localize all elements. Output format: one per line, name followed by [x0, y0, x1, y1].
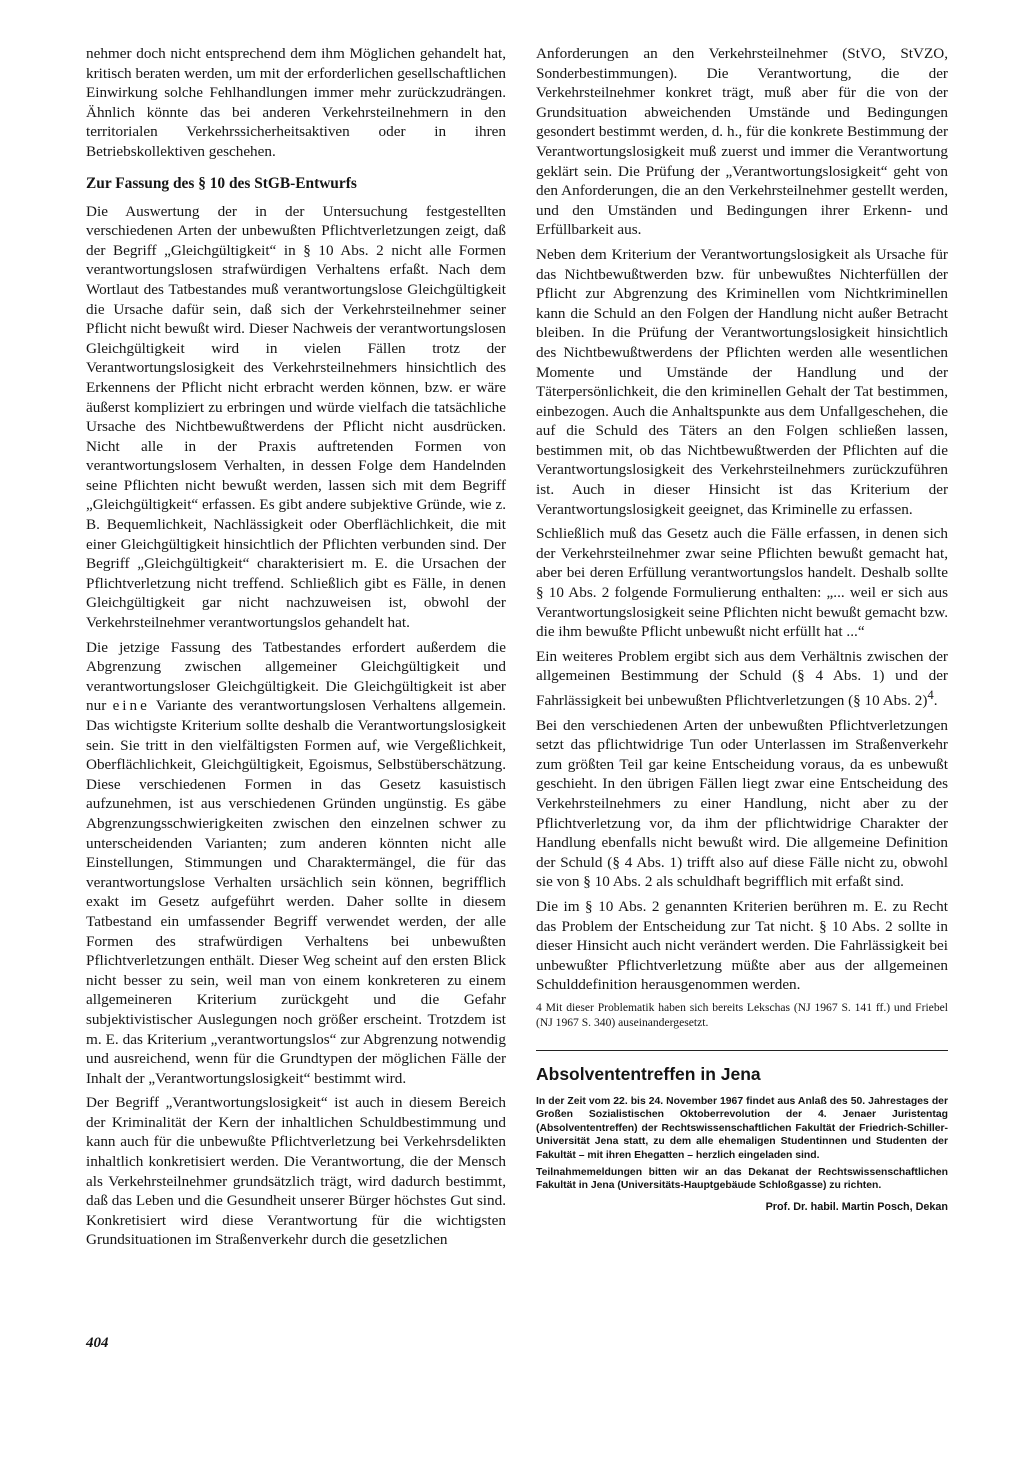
announcement-paragraph: In der Zeit vom 22. bis 24. November 1967 findet aus Anlaß des 50. Jahrestages der Großen Sozialistischen Oktoberrevolution der 4. Jenaer Juristentag (Absolvententreffen) der Rechtswissenschaftlichen Fakultät der Friedrich-Schiller-Universität Jena statt, zu dem alle ehemaligen Studentinnen und Studenten der Fakultät – mit ihren Ehegatten – herzlich eingeladen sind. — [536, 1095, 948, 1161]
announcement-box — [536, 1065, 948, 1214]
announcement-paragraph: Teilnahmemeldungen bitten wir an das Dekanat der Rechtswissenschaftlichen Fakultät in Jena (Universitäts-Hauptgebäude Schloßgasse) zu richten. — [536, 1166, 948, 1192]
footnote: 4 Mit dieser Problematik haben sich bereits Lekschas (NJ 1967 S. 141 ff.) und Friebel (NJ 1967 S. 340) auseinandergesetzt. — [536, 1000, 948, 1029]
paragraph — [86, 638, 506, 1089]
announcement-signature: Prof. Dr. habil. Martin Posch, Dekan — [765, 1200, 948, 1213]
page-number: 404 — [86, 1335, 109, 1351]
paragraph: Schließlich muß das Gesetz auch die Fälle erfassen, in denen sich der Verkehrsteilnehmer zwar seine Pflichten bewußt gemacht hat, aber bei deren Erfüllung verantwortungslos handelt. Deshalb sollte § 10 Abs. 2 folgende Formulierung enthalten: „... weil er sich aus Verantwortungslosigkeit seine Pflichten nicht bewußt gemacht bzw. die ihm bewußte Pflicht unbewußt nicht erfüllt hat ...“ — [536, 525, 948, 641]
footnote-marker: 4 — [927, 688, 934, 702]
paragraph: Bei den verschiedenen Arten der unbewußten Pflichtverletzungen setzt das pflichtwidrige Tun oder Unterlassen im Straßenverkehr zum größten Teil gar keine Entscheidung voraus, da es unbewußt geschieht. In den übrigen Fällen liegt zwar eine Entscheidung des Verkehrsteilnehmers zu einer Handlung, nicht aber zu der Pflichtverletzung vor, da ihm der pflichtwidrige Charakter der Handlung ebenfalls nicht bewußt wird. Die allgemeine Definition der Schuld (§ 4 Abs. 1) trifft also auf diese Fälle nicht zu, obwohl sie von § 10 Abs. 2 als schuldhaft begrifflich mit erfaßt sind. — [536, 716, 948, 891]
announcement-title: Absolvententreffen in Jena — [536, 1063, 761, 1084]
paragraph-text: Ein weiteres Problem ergibt sich aus dem Verhältnis zwischen der allgemeinen Bestimmung der Schuld (§ 4 Abs. 1) und der Fahrlässigkeit bei unbewußten Pflichtverletzungen (§ 10 Abs. 2) — [536, 647, 948, 710]
section-heading: Zur Fassung des § 10 des StGB-Entwurfs — [86, 174, 357, 192]
paragraph — [536, 647, 948, 711]
paragraph-text: Die jetzige Fassung des Tatbestandes erfordert außerdem die Abgrenzung zwischen allgemeiner Gleichgültigkeit und verantwortungsloser Gleichgültigkeit. Die Gleichgültigkeit ist aber nur — [86, 638, 506, 715]
left-column — [86, 44, 506, 1255]
emphasized-word: eine — [112, 697, 150, 715]
paragraph: Anforderungen an den Verkehrsteilnehmer (StVO, StVZO, Sonderbestimmungen). Die Verantwortung, die der Verkehrsteilnehmer konkret trägt, muß aber für die von der Grundsituation abweichenden Umstände und Bedingungen gesondert bestimmt werden, d. h., für die konkrete Bestimmung der Verantwortungslosigkeit muß zuerst und immer die Verantwortung geklärt sein. Die Prüfung der „Verantwortungslosigkeit“ geht von den Anforderungen, die an den Verkehrsteilnehmer gestellt werden, und den Umständen und Bedingungen ihrer Erkenn- und Erfüllbarkeit aus. — [536, 45, 948, 239]
paragraph-end: . — [933, 692, 938, 710]
paragraph: Der Begriff „Verantwortungslosigkeit“ ist auch in diesem Bereich der Kriminalität der Kern der inhaltlichen Schuldbestimmung und kann auch für die unbewußte Pflichtverletzung bei Verkehrsdelikten inhaltlich konkretisiert werden. Die Verantwortung, die der Mensch als Verkehrsteilnehmer grundsätzlich trägt, wird dadurch bestimmt, daß das Leben und die Gesundheit unserer Bürger höchstes Gut sind. Konkretisiert wird diese Verantwortung für die wichtigsten Grundsituationen im Straßenverkehr durch die gesetzlichen — [86, 1094, 506, 1249]
right-column — [536, 44, 948, 1217]
paragraph: Neben dem Kriterium der Verantwortungslosigkeit als Ursache für das Nichtbewußtwerden bzw. für unbewußtes Nichterfüllen der Pflicht zur Abgrenzung des Kriminellen vom Nichtkriminellen kann die Schuld an den Folgen der Handlung nicht außer Betracht bleiben. In die Prüfung der Verantwortungslosigkeit hinsichtlich des Nichtbewußtwerdens der Pflichten werden alle wesentlichen Momente und Umstände der Handlung und der Täterpersönlichkeit, die den kriminellen Gehalt der Tat bestimmen, einbezogen. Auch die Anhaltspunkte aus dem Unfallgeschehen, die auf die Schuld des Täters an den Folgen schließen lassen, bestimmen mit, ob das Nichtbewußtwerden der Pflichten auf die Verantwortungslosigkeit des Verkehrsteilnehmers zurückzuführen ist. Auch in dieser Hinsicht ist das Kriterium der Verantwortungslosigkeit geeignet, das Kriminelle zu erfassen. — [536, 245, 948, 518]
paragraph: Die im § 10 Abs. 2 genannten Kriterien berühren m. E. zu Recht das Problem der Entscheidung zur Tat nicht. § 10 Abs. 2 sollte in dieser Hinsicht auch nicht verändert werden. Die Fahrlässigkeit bei unbewußter Pflichtverletzung müßte aber aus der allgemeinen Schulddefinition herausgenommen werden. — [536, 898, 948, 994]
paragraph-text: Variante des verantwortungslosen Verhaltens allgemein. Das wichtigste Kriterium sollte deshalb die Verantwortungslosigkeit sein. Sie tritt in den vielfältigsten Formen auf, wie Vergeßlichkeit, Oberflächlichkeit, Gleichgültigkeit, Egoismus, Selbstüberschätzung. Diese verschiedenen Formen in das Gesetz kasuistisch aufzunehmen, ist aus verschiedenen Gründen ungünstig. Es gäbe Abgrenzungsschwierigkeiten zwischen den einzelnen schwer zu unterscheidenden Varianten; zum anderen könnten nicht alle Einstellungen, Stimmungen und Charaktermängel, die für das verantwortungslose Verhalten ursächlich sein können, begrifflich exakt im Gesetz aufgeführt werden. Daher sollte in diesem Tatbestand ein umfassender Begriff verwendet werden, der alle Formen des strafwürdigen Verhaltens bei unbewußten Pflichtverletzungen enthält. Dieser Weg scheint auf den ersten Blick nicht besser zu sein, weil man von einem konkreteren zu einem allgemeineren Kriterium zurückgeht und die Gefahr subjektivistischer Auslegungen noch größer erscheint. Trotzdem ist m. E. das Kriterium „verantwortungslos“ zur Abgrenzung notwendig und ausreichend, wenn für die Grundtypen der möglichen Fälle der Inhalt der „Verantwortungslosigkeit“ bestimmt wird. — [86, 697, 507, 1087]
section-divider — [536, 1050, 948, 1051]
paragraph: nehmer doch nicht entsprechend dem ihm Möglichen gehandelt hat, kritisch beraten werden, um mit der erforderlichen gesellschaftlichen Einwirkung solche Fehlhandlungen immer mehr zurückzudrängen. Ähnlich könnte das bei anderen Verkehrsteilnehmern in den territorialen Verkehrssicherheitsaktiven oder in ihren Betriebskollektiven geschehen. — [86, 45, 506, 160]
paragraph: Die Auswertung der in der Untersuchung festgestellten verschiedenen Arten der unbewußten Pflichtverletzungen zeigt, daß der Begriff „Gleichgültigkeit“ in § 10 Abs. 2 nicht alle Formen verantwortungslosen strafwürdigen Verhaltens erfaßt. Nach dem Wortlaut des Tatbestandes muß verantwortungslose Gleichgültigkeit die Ursache dafür sein, daß sich der Verkehrsteilnehmer seiner Pflicht nicht bewußt wird. Dieser Nachweis der verantwortungslosen Gleichgültigkeit wird in vielen Fällen trotz der Verantwortungslosigkeit des Verkehrsteilnehmers hinsichtlich des Erkennens der Pflicht nicht erbracht werden können, bzw. er wäre äußerst kompliziert zu erbringen und würde vielfach die tatsächliche Ursache des Nichtbewußtwerdens der Pflicht nicht ausdrücken. Nicht alle in der Praxis auftretenden Formen von verantwortungslosem Verhalten, in dessen Folge dem Handelnden seine Pflichten nicht bewußt werden, lassen sich mit dem Begriff „Gleichgültigkeit“ erfassen. Es gibt andere subjektive Gründe, wie z. B. Bequemlichkeit, Nachlässigkeit oder Oberflächlichkeit, die mit einer Gleichgültigkeit hinsichtlich der Pflichten verbunden sind. Der Begriff „Gleichgültigkeit“ charakterisiert m. E. die Ursachen der Pflichtverletzung nicht treffend. Schließlich gibt es Fälle, in denen Gleichgültigkeit gar nicht nachzuweisen ist, obwohl der Verkehrsteilnehmer verantwortungslos gehandelt hat. — [86, 202, 506, 632]
